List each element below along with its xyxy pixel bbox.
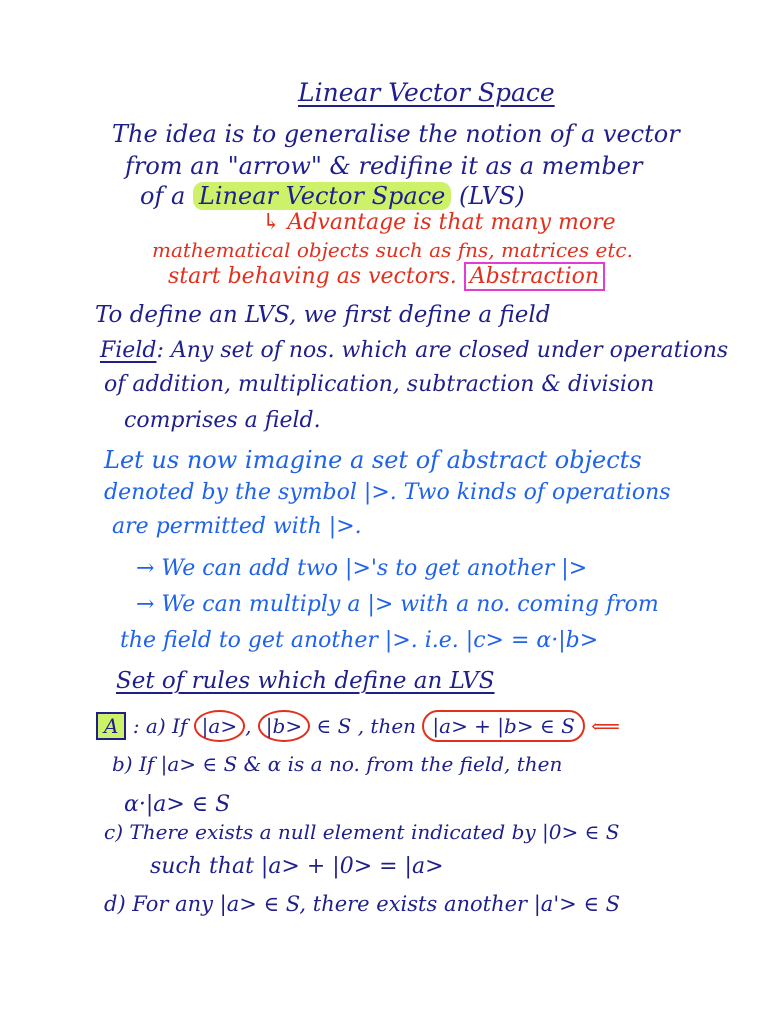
- advantage-line-3: [168, 264, 605, 289]
- page-title: Linear Vector Space: [298, 78, 555, 107]
- rule-c-line-1: c) There exists a null element indicated by |0> ∈ S: [104, 820, 620, 844]
- rule-b-line-2: α·|a> ∈ S: [124, 792, 231, 817]
- advantage-line-3-text: start behaving as vectors.: [168, 264, 457, 289]
- intro-line-3: [140, 182, 525, 210]
- advantage-line-1: ↳ Advantage is that many more: [262, 210, 616, 235]
- abstract-line-5: → We can multiply a |> with a no. coming from: [136, 592, 659, 617]
- abstract-line-2: denoted by the symbol |>. Two kinds of operations: [104, 480, 671, 505]
- field-intro-line: To define an LVS, we first define a field: [95, 302, 551, 328]
- advantage-line-2: mathematical objects such as fns, matrices etc.: [152, 238, 633, 262]
- rule-a-prefix: : a) If: [132, 714, 188, 738]
- sum-closure-box: |a> + |b> ∈ S: [422, 710, 584, 742]
- rule-a-mid: ∈ S , then: [316, 714, 417, 738]
- field-def-line: [100, 338, 728, 363]
- abstraction-box: Abstraction: [464, 262, 605, 291]
- abstract-line-4: → We can add two |>'s to get another |>: [136, 556, 588, 581]
- abstract-line-1: Let us now imagine a set of abstract objects: [104, 446, 642, 474]
- ket-a-circle: |a>: [194, 710, 245, 742]
- intro-line-3-pre: of a: [140, 182, 186, 210]
- abstract-line-6: the field to get another |>. i.e. |c> = α·|b>: [120, 628, 599, 653]
- rule-b-line-1: b) If |a> ∈ S & α is a no. from the field, then: [112, 752, 563, 776]
- lvs-highlight: Linear Vector Space: [193, 182, 451, 210]
- intro-line-3-post: (LVS): [458, 182, 525, 210]
- ket-b-circle: |b>: [258, 710, 310, 742]
- field-def-text: : Any set of nos. which are closed under operations: [156, 338, 729, 363]
- rule-a-label: A: [96, 712, 126, 740]
- pointer-arrow-icon: ⟸: [591, 714, 620, 738]
- rule-c-line-2: such that |a> + |0> = |a>: [150, 854, 444, 879]
- rule-d-line-1: d) For any |a> ∈ S, there exists another |a'> ∈ S: [104, 892, 620, 916]
- abstract-line-3: are permitted with |>.: [112, 514, 362, 539]
- rules-heading: Set of rules which define an LVS: [116, 668, 495, 694]
- field-def-line-4: comprises a field.: [124, 408, 321, 433]
- rule-a-line: A : a) If |a> , |b> ∈ S , then |a> + |b> ∈ S ⟸: [96, 712, 620, 740]
- field-def-line-3: of addition, multiplication, subtraction & division: [104, 372, 655, 397]
- intro-line-2: from an "arrow" & redifine it as a member: [125, 152, 643, 180]
- field-label: Field: [100, 338, 157, 363]
- intro-line-1: The idea is to generalise the notion of a vector: [112, 120, 680, 148]
